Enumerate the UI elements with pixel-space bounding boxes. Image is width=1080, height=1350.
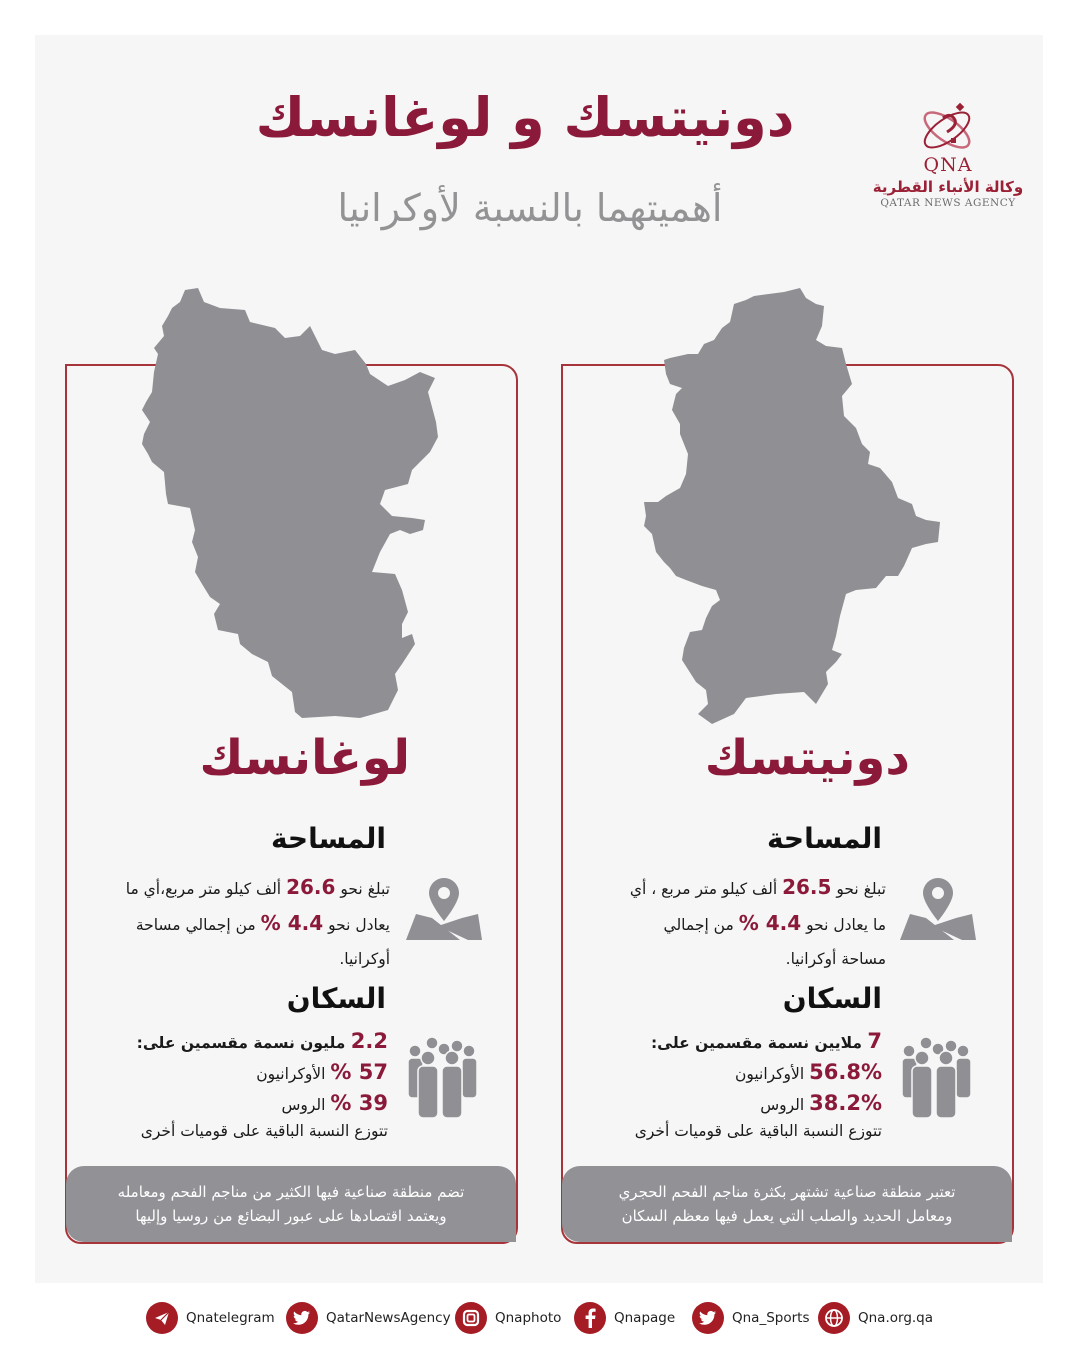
social-links-bar (0, 1300, 1080, 1336)
description-line: تعتبر منطقة صناعية تشتهر بكثرة مناجم الفحم الحجري (618, 1183, 956, 1201)
qna-logo (868, 98, 1028, 218)
social-link-twitter[interactable] (286, 1300, 451, 1336)
population-total-text: ملايين نسمة مقسمين على: (650, 1034, 862, 1052)
luhansk-title: لوغانسك (199, 730, 410, 786)
area-text-pre: ما يعادل نحو (806, 916, 886, 934)
donetsk-map (636, 284, 946, 724)
donetsk-russians-percent: 38.2% (809, 1091, 882, 1115)
others-text: تتوزع النسبة الباقية على قوميات أخرى (634, 1122, 882, 1140)
description-line: تضم منطقة صناعية فيها الكثير من مناجم الفحم ومعامله (117, 1183, 465, 1201)
donetsk-area-value: 26.5 (782, 875, 832, 899)
donetsk-population-text (604, 1026, 882, 1143)
luhansk-area-heading: المساحة (270, 822, 386, 855)
ukrainians-label: الأوكرانيون (734, 1065, 805, 1083)
luhansk-russians-percent: 39 % (330, 1091, 388, 1115)
social-label: Qna.org.qa (858, 1310, 934, 1326)
twitter-icon (286, 1302, 318, 1334)
area-text-pre: يعادل نحو (328, 916, 390, 934)
luhansk-population-heading: السكان (286, 982, 386, 1015)
area-text-end: مساحة أوكرانيا. (785, 950, 886, 968)
logo-arabic-name: وكالة الأنباء القطرية (872, 178, 1024, 196)
donetsk-title: دونيتسك (704, 730, 910, 786)
social-label: Qnaphoto (495, 1310, 562, 1326)
map-pin-icon (896, 874, 980, 944)
russians-label: الروس (281, 1096, 326, 1114)
instagram-icon (455, 1302, 487, 1334)
area-text-post: من إجمالي (663, 916, 734, 934)
russians-label: الروس (760, 1096, 805, 1114)
page-subtitle: أهميتهما بالنسبة لأوكرانيا (337, 186, 723, 230)
population-total-text: مليون نسمة مقسمين على: (136, 1034, 346, 1052)
social-label: QatarNewsAgency (326, 1310, 451, 1326)
social-link-instagram[interactable] (455, 1300, 561, 1336)
social-label: Qnapage (614, 1310, 676, 1326)
donetsk-area-heading: المساحة (766, 822, 882, 855)
area-text-pre: تبلغ نحو (836, 880, 886, 898)
area-text-pre: تبلغ نحو (340, 880, 390, 898)
donetsk-ukrainians-percent: 56.8% (809, 1060, 882, 1084)
qna-atom-icon (913, 98, 983, 158)
area-text-post: من إجمالي مساحة (135, 916, 256, 934)
donetsk-area-text (596, 870, 886, 976)
social-link-telegram[interactable] (146, 1300, 275, 1336)
donetsk-area-percent: 4.4 % (738, 911, 802, 935)
page-title: دونيتسك و لوغانسك (255, 86, 795, 149)
map-pin-icon (402, 874, 486, 944)
luhansk-ukrainians-percent: 57 % (330, 1060, 388, 1084)
ukrainians-label: الأوكرانيون (256, 1065, 326, 1083)
description-line: ومعامل الحديد والصلب التي يعمل فيها معظم السكان (621, 1207, 953, 1225)
luhansk-description (66, 1166, 516, 1242)
logo-abbr: QNA (923, 154, 973, 176)
social-link-twitter-sports[interactable] (692, 1300, 809, 1336)
luhansk-area-text (100, 870, 390, 976)
people-group-icon (400, 1034, 490, 1120)
donetsk-population-heading: السكان (782, 982, 882, 1015)
luhansk-population-text (110, 1026, 388, 1143)
facebook-icon (574, 1302, 606, 1334)
donetsk-description (562, 1166, 1012, 1242)
globe-icon (818, 1302, 850, 1334)
area-text-end: أوكرانيا. (339, 950, 390, 968)
people-group-icon (894, 1034, 984, 1120)
social-label: Qna_Sports (732, 1310, 810, 1326)
telegram-icon (146, 1302, 178, 1334)
social-label: Qnatelegram (186, 1310, 275, 1326)
luhansk-map (140, 272, 450, 722)
luhansk-population-total: 2.2 (350, 1029, 388, 1053)
luhansk-area-value: 26.6 (286, 875, 336, 899)
twitter-icon (692, 1302, 724, 1334)
luhansk-area-percent: 4.4 % (260, 911, 324, 935)
description-line: ويعتمد اقتصادها على عبور البضائع من روسيا وإليها (135, 1207, 447, 1225)
social-link-website[interactable] (818, 1300, 933, 1336)
logo-english-name: QATAR NEWS AGENCY (880, 197, 1016, 209)
area-text-post: ألف كيلو متر مربع،أي ما (125, 880, 282, 898)
donetsk-population-total: 7 (867, 1029, 882, 1053)
others-text: تتوزع النسبة الباقية على قوميات أخرى (140, 1122, 388, 1140)
social-link-facebook[interactable] (574, 1300, 675, 1336)
area-text-post: ألف كيلو متر مربع ، أي (629, 880, 778, 898)
